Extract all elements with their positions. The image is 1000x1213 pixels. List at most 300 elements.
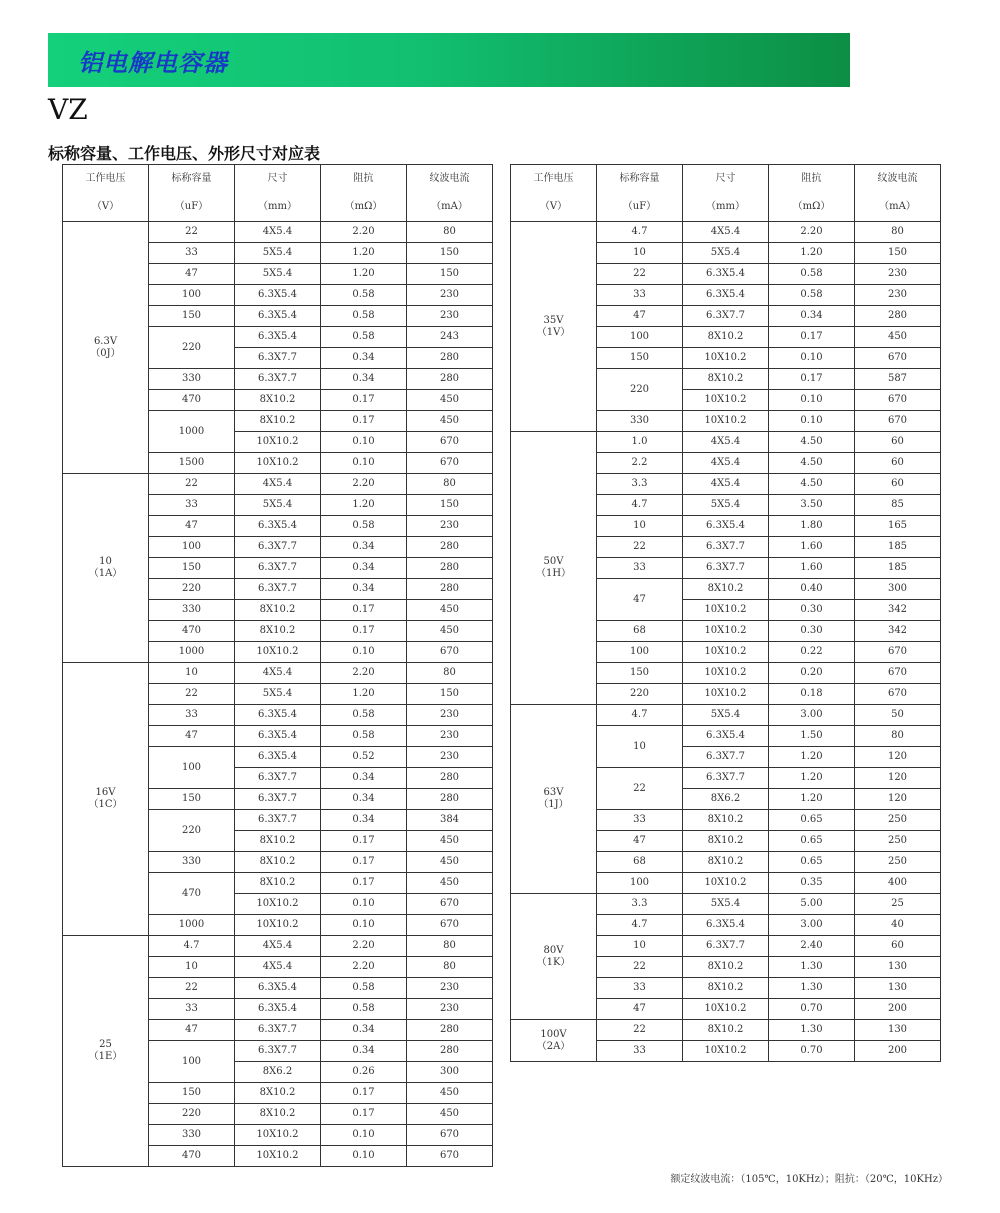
size-cell: 6.3X5.4	[235, 285, 321, 306]
impedance-cell: 0.10	[321, 894, 407, 915]
impedance-cell: 1.20	[321, 495, 407, 516]
size-cell: 5X5.4	[235, 684, 321, 705]
ripple-current-cell: 670	[855, 642, 941, 663]
size-cell: 10X10.2	[683, 411, 769, 432]
capacitance-cell: 100	[597, 327, 683, 348]
size-cell: 6.3X7.7	[235, 348, 321, 369]
size-cell: 8X10.2	[235, 873, 321, 894]
size-cell: 6.3X7.7	[683, 936, 769, 957]
ripple-current-cell: 280	[407, 768, 493, 789]
impedance-cell: 1.20	[321, 684, 407, 705]
capacitance-cell: 4.7	[597, 705, 683, 726]
voltage-cell	[511, 432, 597, 705]
ripple-current-cell: 280	[407, 579, 493, 600]
ripple-current-cell: 230	[407, 516, 493, 537]
impedance-cell: 1.20	[769, 789, 855, 810]
impedance-cell: 0.17	[321, 1104, 407, 1125]
ripple-current-cell: 450	[407, 621, 493, 642]
voltage-cell	[511, 894, 597, 1020]
ripple-current-cell: 450	[407, 852, 493, 873]
impedance-cell: 0.65	[769, 810, 855, 831]
ripple-current-cell: 670	[407, 642, 493, 663]
ripple-current-cell: 243	[407, 327, 493, 348]
capacitance-cell: 220	[597, 684, 683, 705]
ripple-current-cell: 384	[407, 810, 493, 831]
impedance-cell: 0.58	[769, 285, 855, 306]
ripple-current-cell: 670	[407, 1125, 493, 1146]
capacitance-cell: 470	[149, 621, 235, 642]
impedance-cell: 0.17	[321, 600, 407, 621]
ripple-current-cell: 60	[855, 453, 941, 474]
voltage-value: 100V	[540, 1028, 567, 1040]
voltage-code: （1J）	[538, 799, 569, 810]
ripple-current-cell: 230	[407, 285, 493, 306]
size-cell: 6.3X7.7	[235, 789, 321, 810]
impedance-cell: 0.17	[321, 411, 407, 432]
capacitance-cell: 33	[149, 705, 235, 726]
size-cell: 8X10.2	[683, 810, 769, 831]
impedance-cell: 0.34	[321, 1041, 407, 1062]
size-cell: 6.3X7.7	[235, 1020, 321, 1041]
ripple-current-cell: 150	[407, 495, 493, 516]
ripple-current-cell: 230	[407, 306, 493, 327]
impedance-cell: 4.50	[769, 453, 855, 474]
impedance-cell: 0.10	[769, 411, 855, 432]
impedance-cell: 2.20	[321, 936, 407, 957]
impedance-cell: 0.20	[769, 663, 855, 684]
size-cell: 8X10.2	[235, 411, 321, 432]
voltage-code: （1E）	[88, 1051, 123, 1062]
impedance-cell: 1.80	[769, 516, 855, 537]
size-cell: 6.3X7.7	[235, 537, 321, 558]
voltage-value: 80V	[543, 944, 564, 956]
capacitance-cell: 220	[149, 579, 235, 600]
size-cell: 10X10.2	[683, 1041, 769, 1062]
impedance-cell: 0.18	[769, 684, 855, 705]
ripple-current-cell: 185	[855, 537, 941, 558]
size-cell: 8X10.2	[683, 957, 769, 978]
size-cell: 6.3X7.7	[683, 558, 769, 579]
size-cell: 10X10.2	[683, 873, 769, 894]
size-cell: 8X10.2	[235, 390, 321, 411]
impedance-cell: 0.10	[321, 453, 407, 474]
size-cell: 8X10.2	[683, 831, 769, 852]
ripple-current-cell: 150	[407, 243, 493, 264]
impedance-cell: 0.58	[321, 999, 407, 1020]
ripple-current-cell: 200	[855, 1041, 941, 1062]
ripple-current-cell: 85	[855, 495, 941, 516]
table-row	[511, 432, 941, 453]
impedance-cell: 0.58	[321, 705, 407, 726]
ripple-current-cell: 342	[855, 621, 941, 642]
ripple-current-cell: 60	[855, 432, 941, 453]
capacitance-cell: 150	[149, 1083, 235, 1104]
size-cell: 8X6.2	[235, 1062, 321, 1083]
impedance-cell: 0.26	[321, 1062, 407, 1083]
size-cell: 4X5.4	[235, 663, 321, 684]
ripple-current-cell: 670	[855, 411, 941, 432]
ripple-current-cell: 450	[407, 600, 493, 621]
capacitance-cell: 100	[597, 873, 683, 894]
spec-table-right	[510, 164, 941, 1062]
size-cell: 6.3X5.4	[235, 978, 321, 999]
voltage-value: 16V	[95, 787, 116, 798]
capacitance-cell: 330	[149, 369, 235, 390]
table-row	[63, 474, 493, 495]
size-cell: 10X10.2	[683, 642, 769, 663]
capacitance-cell: 22	[149, 474, 235, 495]
ripple-current-cell: 280	[407, 789, 493, 810]
impedance-cell: 1.20	[769, 747, 855, 768]
ripple-current-cell: 250	[855, 810, 941, 831]
voltage-code: （2A）	[536, 1040, 571, 1052]
voltage-code: （1C）	[88, 799, 123, 810]
voltage-value: 25	[99, 1039, 112, 1050]
ripple-current-cell: 450	[407, 390, 493, 411]
impedance-cell: 0.58	[321, 726, 407, 747]
ripple-current-cell: 130	[855, 957, 941, 978]
size-cell: 10X10.2	[235, 894, 321, 915]
size-cell: 6.3X7.7	[235, 810, 321, 831]
header-ripple-current: 纹波电流 （mA）	[407, 165, 493, 222]
table-row	[511, 222, 941, 243]
ripple-current-cell: 300	[407, 1062, 493, 1083]
capacitance-cell: 33	[149, 495, 235, 516]
voltage-cell	[511, 1020, 597, 1062]
header-row	[511, 165, 941, 222]
capacitance-cell: 33	[597, 810, 683, 831]
size-cell: 6.3X7.7	[683, 537, 769, 558]
impedance-cell: 1.30	[769, 1020, 855, 1041]
table-row	[63, 222, 493, 243]
table-row	[63, 936, 493, 957]
impedance-cell: 0.70	[769, 999, 855, 1020]
ripple-current-cell: 80	[855, 222, 941, 243]
voltage-cell	[511, 222, 597, 432]
capacitance-cell: 68	[597, 852, 683, 873]
ripple-current-cell: 150	[855, 243, 941, 264]
impedance-cell: 0.58	[321, 285, 407, 306]
table-row	[63, 663, 493, 684]
size-cell: 6.3X7.7	[235, 558, 321, 579]
capacitance-cell: 470	[149, 1146, 235, 1167]
impedance-cell: 2.20	[769, 222, 855, 243]
size-cell: 10X10.2	[235, 432, 321, 453]
impedance-cell: 2.20	[321, 663, 407, 684]
impedance-cell: 0.17	[769, 327, 855, 348]
ripple-current-cell: 230	[407, 978, 493, 999]
size-cell: 6.3X5.4	[235, 747, 321, 768]
impedance-cell: 0.58	[321, 978, 407, 999]
size-cell: 5X5.4	[235, 495, 321, 516]
impedance-cell: 0.34	[321, 369, 407, 390]
capacitance-cell: 1000	[149, 915, 235, 936]
voltage-code: （1V）	[536, 326, 571, 338]
impedance-cell: 3.00	[769, 705, 855, 726]
ripple-current-cell: 80	[407, 222, 493, 243]
size-cell: 10X10.2	[235, 1146, 321, 1167]
size-cell: 8X10.2	[235, 600, 321, 621]
impedance-cell: 3.50	[769, 495, 855, 516]
ripple-current-cell: 230	[407, 705, 493, 726]
size-cell: 6.3X7.7	[683, 747, 769, 768]
size-cell: 10X10.2	[683, 663, 769, 684]
capacitance-cell: 100	[149, 747, 235, 789]
capacitance-cell: 33	[149, 999, 235, 1020]
capacitance-cell: 22	[597, 264, 683, 285]
header-impedance: 阻抗 （mΩ）	[769, 165, 855, 222]
ripple-current-cell: 150	[407, 264, 493, 285]
ripple-current-cell: 280	[407, 348, 493, 369]
impedance-cell: 2.20	[321, 222, 407, 243]
impedance-cell: 1.60	[769, 537, 855, 558]
capacitance-cell: 100	[149, 537, 235, 558]
capacitance-cell: 100	[149, 1041, 235, 1083]
table-row	[511, 705, 941, 726]
ripple-current-cell: 230	[407, 999, 493, 1020]
impedance-cell: 0.35	[769, 873, 855, 894]
capacitance-cell: 330	[149, 600, 235, 621]
size-cell: 10X10.2	[235, 453, 321, 474]
size-cell: 6.3X5.4	[235, 327, 321, 348]
capacitance-cell: 47	[149, 264, 235, 285]
ripple-current-cell: 400	[855, 873, 941, 894]
voltage-cell	[63, 222, 149, 474]
capacitance-cell: 47	[597, 579, 683, 621]
ripple-current-cell: 230	[855, 285, 941, 306]
impedance-cell: 0.17	[321, 831, 407, 852]
size-cell: 6.3X5.4	[683, 516, 769, 537]
capacitance-cell: 220	[149, 327, 235, 369]
ripple-current-cell: 80	[855, 726, 941, 747]
voltage-value: 63V	[543, 787, 564, 798]
impedance-cell: 3.00	[769, 915, 855, 936]
ripple-current-cell: 670	[407, 894, 493, 915]
header-impedance: 阻抗 （mΩ）	[321, 165, 407, 222]
capacitance-cell: 47	[149, 726, 235, 747]
ripple-current-cell: 670	[407, 915, 493, 936]
ripple-current-cell: 60	[855, 474, 941, 495]
ripple-current-cell: 280	[407, 537, 493, 558]
capacitance-cell: 22	[149, 684, 235, 705]
capacitance-cell: 330	[149, 1125, 235, 1146]
footnote: 额定纹波电流：（105℃，10KHz）；阻抗：（20℃，10KHz）	[670, 1174, 948, 1185]
model-title: VZ	[48, 93, 88, 126]
size-cell: 6.3X5.4	[683, 285, 769, 306]
ripple-current-cell: 230	[407, 747, 493, 768]
header-size: 尺寸 （mm）	[235, 165, 321, 222]
voltage-cell	[63, 474, 149, 663]
capacitance-cell: 2.2	[597, 453, 683, 474]
size-cell: 10X10.2	[235, 915, 321, 936]
size-cell: 4X5.4	[683, 432, 769, 453]
ripple-current-cell: 587	[855, 369, 941, 390]
ripple-current-cell: 165	[855, 516, 941, 537]
size-cell: 10X10.2	[683, 684, 769, 705]
ripple-current-cell: 130	[855, 1020, 941, 1041]
banner-title: 铝电解电容器	[78, 49, 228, 77]
size-cell: 6.3X5.4	[235, 306, 321, 327]
capacitance-cell: 33	[149, 243, 235, 264]
size-cell: 6.3X7.7	[235, 1041, 321, 1062]
capacitance-cell: 10	[597, 936, 683, 957]
size-cell: 10X10.2	[683, 999, 769, 1020]
size-cell: 10X10.2	[683, 348, 769, 369]
size-cell: 4X5.4	[683, 222, 769, 243]
ripple-current-cell: 120	[855, 768, 941, 789]
ripple-current-cell: 280	[407, 369, 493, 390]
size-cell: 6.3X7.7	[683, 768, 769, 789]
ripple-current-cell: 50	[855, 705, 941, 726]
header-size: 尺寸 （mm）	[683, 165, 769, 222]
capacitance-cell: 150	[597, 348, 683, 369]
impedance-cell: 0.10	[321, 1146, 407, 1167]
voltage-cell	[511, 705, 597, 894]
table-row	[511, 894, 941, 915]
size-cell: 8X10.2	[235, 831, 321, 852]
impedance-cell: 0.58	[321, 327, 407, 348]
impedance-cell: 1.20	[321, 243, 407, 264]
size-cell: 6.3X5.4	[683, 264, 769, 285]
capacitance-cell: 33	[597, 558, 683, 579]
capacitance-cell: 47	[597, 999, 683, 1020]
ripple-current-cell: 250	[855, 852, 941, 873]
size-cell: 10X10.2	[683, 390, 769, 411]
size-cell: 5X5.4	[683, 495, 769, 516]
impedance-cell: 0.30	[769, 600, 855, 621]
ripple-current-cell: 342	[855, 600, 941, 621]
size-cell: 5X5.4	[235, 243, 321, 264]
capacitance-cell: 330	[149, 852, 235, 873]
ripple-current-cell: 280	[855, 306, 941, 327]
voltage-value: 50V	[543, 556, 564, 567]
impedance-cell: 0.40	[769, 579, 855, 600]
size-cell: 8X10.2	[683, 369, 769, 390]
impedance-cell: 0.10	[321, 432, 407, 453]
capacitance-cell: 47	[149, 1020, 235, 1041]
capacitance-cell: 10	[149, 663, 235, 684]
size-cell: 5X5.4	[235, 264, 321, 285]
impedance-cell: 0.65	[769, 852, 855, 873]
size-cell: 6.3X5.4	[235, 516, 321, 537]
ripple-current-cell: 80	[407, 957, 493, 978]
ripple-current-cell: 450	[407, 1104, 493, 1125]
capacitance-cell: 22	[597, 957, 683, 978]
capacitance-cell: 10	[597, 726, 683, 768]
capacitance-cell: 4.7	[597, 222, 683, 243]
ripple-current-cell: 150	[407, 684, 493, 705]
ripple-current-cell: 670	[407, 1146, 493, 1167]
capacitance-cell: 100	[597, 642, 683, 663]
size-cell: 8X10.2	[235, 1083, 321, 1104]
header-capacitance: 标称容量 （uF）	[149, 165, 235, 222]
size-cell: 8X10.2	[683, 327, 769, 348]
capacitance-cell: 33	[597, 1041, 683, 1062]
capacitance-cell: 470	[149, 873, 235, 915]
ripple-current-cell: 185	[855, 558, 941, 579]
size-cell: 6.3X7.7	[235, 369, 321, 390]
impedance-cell: 2.40	[769, 936, 855, 957]
ripple-current-cell: 670	[407, 453, 493, 474]
capacitance-cell: 3.3	[597, 894, 683, 915]
capacitance-cell: 470	[149, 390, 235, 411]
impedance-cell: 0.10	[769, 390, 855, 411]
voltage-value: 35V	[543, 314, 564, 326]
size-cell: 6.3X5.4	[235, 705, 321, 726]
capacitance-cell: 3.3	[597, 474, 683, 495]
ripple-current-cell: 280	[407, 558, 493, 579]
impedance-cell: 0.58	[769, 264, 855, 285]
capacitance-cell: 22	[597, 537, 683, 558]
table-row	[511, 1020, 941, 1041]
impedance-cell: 1.30	[769, 978, 855, 999]
ripple-current-cell: 230	[855, 264, 941, 285]
impedance-cell: 0.10	[321, 1125, 407, 1146]
header-voltage: 工作电压 （V）	[63, 165, 149, 222]
impedance-cell: 4.50	[769, 474, 855, 495]
impedance-cell: 0.58	[321, 306, 407, 327]
impedance-cell: 1.50	[769, 726, 855, 747]
header-ripple-current: 纹波电流 （mA）	[855, 165, 941, 222]
ripple-current-cell: 230	[407, 726, 493, 747]
ripple-current-cell: 120	[855, 747, 941, 768]
size-cell: 8X10.2	[235, 852, 321, 873]
size-cell: 10X10.2	[683, 621, 769, 642]
size-cell: 4X5.4	[235, 936, 321, 957]
capacitance-cell: 220	[597, 369, 683, 411]
ripple-current-cell: 450	[407, 1083, 493, 1104]
ripple-current-cell: 450	[855, 327, 941, 348]
ripple-current-cell: 280	[407, 1041, 493, 1062]
impedance-cell: 0.17	[321, 873, 407, 894]
capacitance-cell: 68	[597, 621, 683, 642]
capacitance-cell: 1.0	[597, 432, 683, 453]
size-cell: 4X5.4	[683, 453, 769, 474]
size-cell: 8X10.2	[683, 579, 769, 600]
capacitance-cell: 4.7	[597, 495, 683, 516]
capacitance-cell: 1000	[149, 411, 235, 453]
capacitance-cell: 1000	[149, 642, 235, 663]
size-cell: 5X5.4	[683, 243, 769, 264]
ripple-current-cell: 120	[855, 789, 941, 810]
ripple-current-cell: 670	[855, 390, 941, 411]
ripple-current-cell: 450	[407, 831, 493, 852]
size-cell: 8X6.2	[683, 789, 769, 810]
size-cell: 5X5.4	[683, 705, 769, 726]
capacitance-cell: 100	[149, 285, 235, 306]
impedance-cell: 0.34	[321, 789, 407, 810]
capacitance-cell: 4.7	[149, 936, 235, 957]
voltage-code: （0J）	[90, 347, 121, 359]
impedance-cell: 0.17	[321, 390, 407, 411]
ripple-current-cell: 450	[407, 411, 493, 432]
impedance-cell: 1.20	[321, 264, 407, 285]
ripple-current-cell: 80	[407, 936, 493, 957]
table-subtitle: 标称容量、工作电压、外形尺寸对应表	[48, 144, 321, 163]
size-cell: 10X10.2	[235, 642, 321, 663]
size-cell: 8X10.2	[683, 978, 769, 999]
ripple-current-cell: 80	[407, 663, 493, 684]
impedance-cell: 5.00	[769, 894, 855, 915]
impedance-cell: 0.22	[769, 642, 855, 663]
impedance-cell: 0.58	[321, 516, 407, 537]
spec-table-left	[62, 164, 493, 1167]
capacitance-cell: 33	[597, 285, 683, 306]
ripple-current-cell: 250	[855, 831, 941, 852]
impedance-cell: 1.30	[769, 957, 855, 978]
capacitance-cell: 22	[597, 1020, 683, 1041]
impedance-cell: 0.10	[769, 348, 855, 369]
